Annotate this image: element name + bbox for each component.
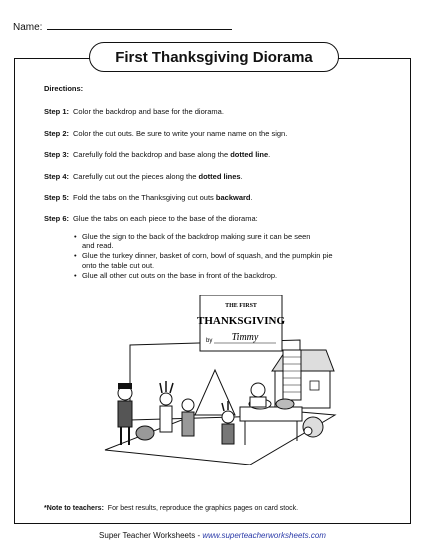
step-1 xyxy=(44,107,384,116)
step-2 xyxy=(44,129,384,138)
step-label: Step 4: xyxy=(44,171,70,181)
step-3 xyxy=(44,150,384,159)
pumpkin xyxy=(136,426,154,440)
footer-site-name: Super Teacher Worksheets xyxy=(99,531,196,540)
native-figure xyxy=(182,399,194,436)
step-emphasis: dotted lines xyxy=(198,171,241,181)
step-text: Color the backdrop and base for the diorama. xyxy=(73,107,224,117)
step-emphasis: backward xyxy=(215,192,251,202)
list-item: • Glue the turkey dinner, basket of corn, bowl of squash, and the pumpkin pie onto the table cut out. xyxy=(74,251,384,270)
sign-name: Timmy xyxy=(231,332,259,343)
directions-heading: Directions: xyxy=(44,84,84,93)
step-text: Glue the tabs on each piece to the base of the diorama: xyxy=(73,214,258,224)
step-label: Step 5: xyxy=(44,192,70,202)
name-line xyxy=(47,20,232,30)
name-label: Name: xyxy=(13,22,43,33)
name-row xyxy=(13,20,232,33)
step-4 xyxy=(44,172,384,181)
list-item: • Glue all other cut outs on the base in front of the backdrop. xyxy=(74,271,384,280)
step-text: Color the cut outs. Be sure to write your name name on the sign. xyxy=(73,128,288,138)
chimney xyxy=(283,350,301,400)
step-text: Carefully cut out the pieces along the xyxy=(73,171,199,181)
table xyxy=(240,407,302,421)
sign-by: by xyxy=(206,338,213,344)
step-5 xyxy=(44,193,384,202)
step-label: Step 6: xyxy=(44,214,70,224)
step-label: Step 2: xyxy=(44,128,70,138)
step-6 xyxy=(44,214,384,223)
footer-separator: - xyxy=(195,531,203,540)
step-text: Carefully fold the backdrop and base along the xyxy=(73,150,231,160)
step-text-end: . xyxy=(240,171,243,181)
pilgrim-figure xyxy=(118,383,132,445)
teacher-note xyxy=(44,505,298,512)
sign-line2: THANKSGIVING xyxy=(196,315,286,327)
directions xyxy=(44,84,384,282)
glue-instructions-list xyxy=(74,232,384,281)
footer-url-link[interactable]: www.superteacherworksheets.com xyxy=(202,531,326,540)
list-item: • Glue the sign to the back of the backdrop making sure it can be seen and read. xyxy=(74,232,384,251)
page-title: First Thanksgiving Diorama xyxy=(89,42,339,72)
note-label: *Note to teachers: xyxy=(44,505,104,512)
step-label: Step 1: xyxy=(44,107,70,117)
sign-line1: THE FIRST xyxy=(225,303,257,309)
footer xyxy=(0,531,425,540)
step-emphasis: dotted line xyxy=(230,150,269,160)
diorama-illustration xyxy=(100,295,340,465)
step-text-end: . xyxy=(268,150,271,160)
step-label: Step 3: xyxy=(44,150,70,160)
note-text: For best results, reproduce the graphics pages on card stock. xyxy=(107,505,299,512)
turkey xyxy=(303,417,323,437)
step-text: Fold the tabs on the Thanksgiving cut outs xyxy=(73,192,216,202)
step-text-end: . xyxy=(250,192,253,202)
